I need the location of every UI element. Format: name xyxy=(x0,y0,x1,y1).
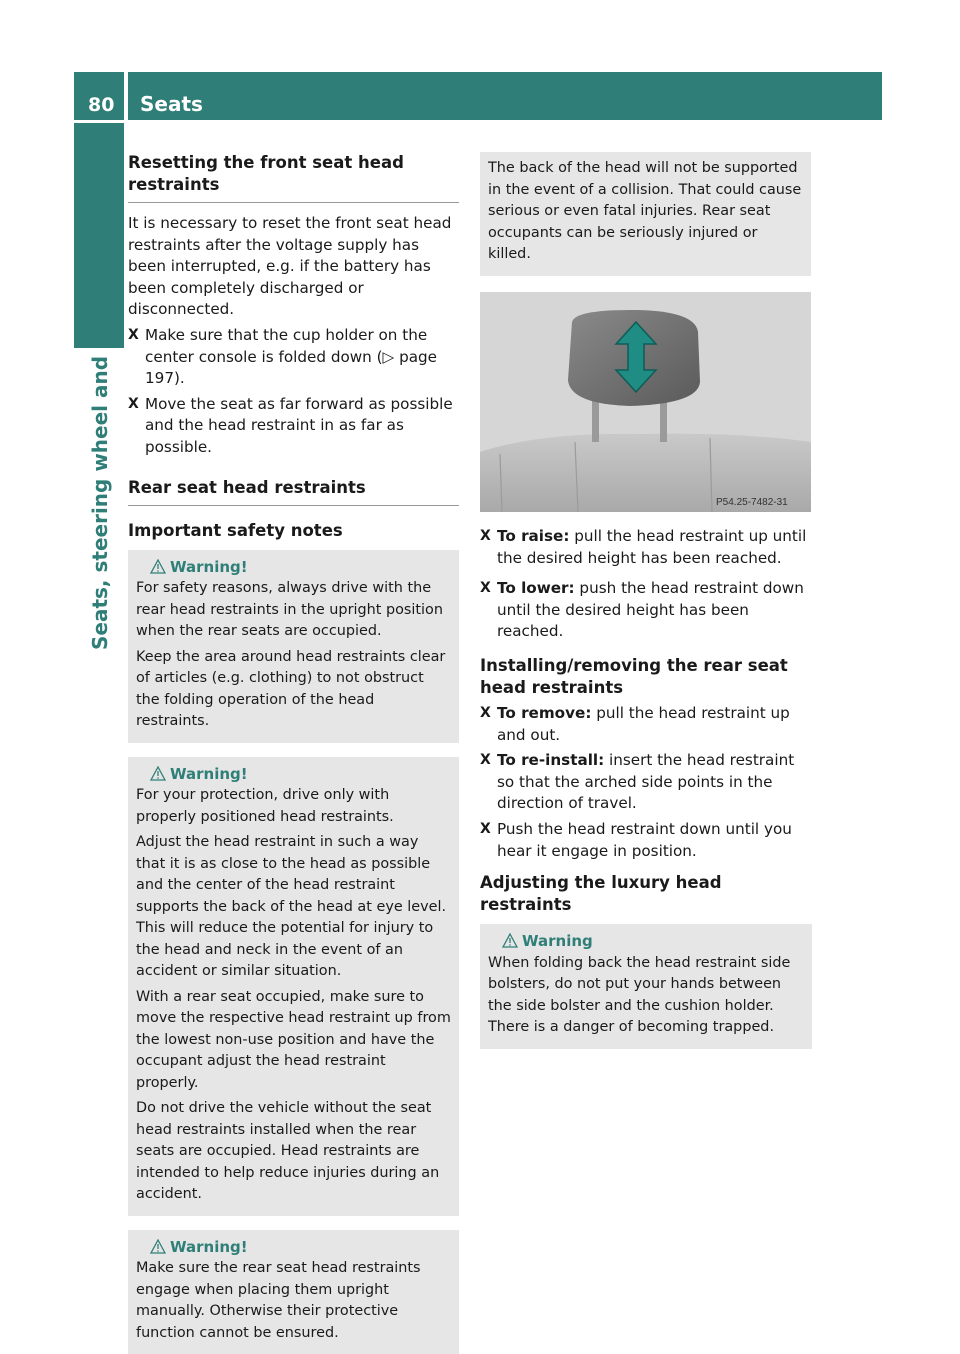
bullet-text: pull the head restraint up and out. xyxy=(497,703,790,744)
heading-luxury: Adjusting the luxury head restraints xyxy=(480,873,722,915)
chapter-title: Seats, steering wheel and mirrors xyxy=(88,266,112,650)
bullet-text: pull the head restraint up until the desired height has been reached. xyxy=(497,527,807,567)
heading-safety: Important safety notes xyxy=(128,520,343,540)
bullet-icon: X xyxy=(128,326,139,343)
warning-text: Adjust the head restraint in such a way that it is as close to the head as possible and the center of the head restraint supports the back of the head at eye level. This will reduce the potential for injury to the head and neck in the event of an accident or similar situation. xyxy=(136,834,447,980)
head-restraint-drawing xyxy=(480,292,811,512)
bullet-icon: X xyxy=(480,580,491,597)
warning-box xyxy=(128,757,459,1216)
warning-triangle-icon xyxy=(150,559,166,574)
heading-reset: Resetting the front seat head restraints xyxy=(128,153,404,194)
bullet-icon: X xyxy=(480,752,491,769)
warning-heading: Warning xyxy=(502,931,804,953)
list-item xyxy=(480,819,812,862)
bullet-text: push the head restraint down until the desired height has been reached. xyxy=(497,579,804,641)
warning-box xyxy=(128,1230,459,1354)
left-column xyxy=(128,152,459,1354)
warning-heading: Warning! xyxy=(150,557,451,579)
list-item xyxy=(480,578,812,643)
warning-text: Make sure the rear seat head restraints engage when placing them upright manually. Otherwise their protective function cannot be ensured. xyxy=(136,1260,421,1341)
warning-box xyxy=(480,924,812,1049)
warning-heading: Warning! xyxy=(150,1237,451,1259)
bullet-icon: X xyxy=(480,704,491,721)
warning-heading: Warning! xyxy=(150,764,451,786)
list-item xyxy=(128,325,459,390)
divider xyxy=(128,505,459,506)
warning-box xyxy=(128,550,459,743)
bullet-icon: X xyxy=(480,528,491,544)
list-item xyxy=(480,526,812,569)
divider xyxy=(128,202,459,203)
warning-triangle-icon xyxy=(150,1239,166,1254)
warning-triangle-icon xyxy=(150,766,166,781)
list-item xyxy=(480,750,812,815)
page-number-box xyxy=(74,72,124,120)
head-restraint-illustration xyxy=(480,292,811,512)
page-number: 80 xyxy=(88,94,115,116)
warning-text: The back of the head will not be supported in the event of a collision. That could cause serious or even fatal injuries. Rear seat occupants can be seriously injured or killed. xyxy=(488,160,802,262)
list-item xyxy=(128,394,459,459)
bullet-icon: X xyxy=(128,395,139,412)
warning-text: Do not drive the vehicle without the seat head restraints installed when the rear seats are occupied. Head restraints are intended to help reduce injuries during an accident. xyxy=(136,1100,440,1203)
heading-rear: Rear seat head restraints xyxy=(128,477,366,497)
warning-text: When folding back the head restraint side bolsters, do not put your hands between the side bolster and the cushion holder. There is a danger of becoming trapped. xyxy=(488,954,791,1036)
bullet-label: To lower: xyxy=(497,579,575,598)
list-item xyxy=(480,703,812,746)
bullet-label: To re-install: xyxy=(497,751,605,770)
warning-text: For your protection, drive only with properly positioned head restraints. xyxy=(136,787,394,825)
warning-triangle-icon xyxy=(502,933,518,948)
bullet-text: Push the head restraint down until you hear it engage in position. xyxy=(497,819,792,860)
heading-install: Installing/removing the rear seat head restraints xyxy=(480,655,788,697)
warning-text: For safety reasons, always drive with the rear head restraints in the upright position when the rear seats are occupied. xyxy=(136,580,443,640)
bullet-label: To remove: xyxy=(497,703,592,722)
right-column xyxy=(480,152,811,312)
bullet-text: insert the head restraint so that the arched side points in the direction of travel. xyxy=(497,751,795,813)
bullet-text: Move the seat as far forward as possible and the head restraint in as far as possible. xyxy=(145,394,453,456)
warning-continuation xyxy=(480,152,811,276)
reset-paragraph: It is necessary to reset the front seat head restraints after the voltage supply has been interrupted, e.g. if the battery has been completely discharged or disconnected. xyxy=(128,214,452,319)
right-column-lower xyxy=(480,526,812,1049)
section-header xyxy=(128,72,882,120)
photo-code: P54.25-7482-31 xyxy=(716,497,788,508)
warning-text: With a rear seat occupied, make sure to move the respective head restraint up from the lowest non-use position and have the occupant adjust the head restraint properly. xyxy=(136,988,451,1091)
warning-text: Keep the area around head restraints clear of articles (e.g. clothing) to not obstruct the folding operation of the head restraints. xyxy=(136,648,446,730)
bullet-label: To raise: xyxy=(497,527,570,545)
bullet-icon: X xyxy=(480,820,491,837)
bullet-text: Make sure that the cup holder on the center console is folded down (▷ page 197). xyxy=(145,325,437,388)
section-title: Seats xyxy=(140,92,203,116)
